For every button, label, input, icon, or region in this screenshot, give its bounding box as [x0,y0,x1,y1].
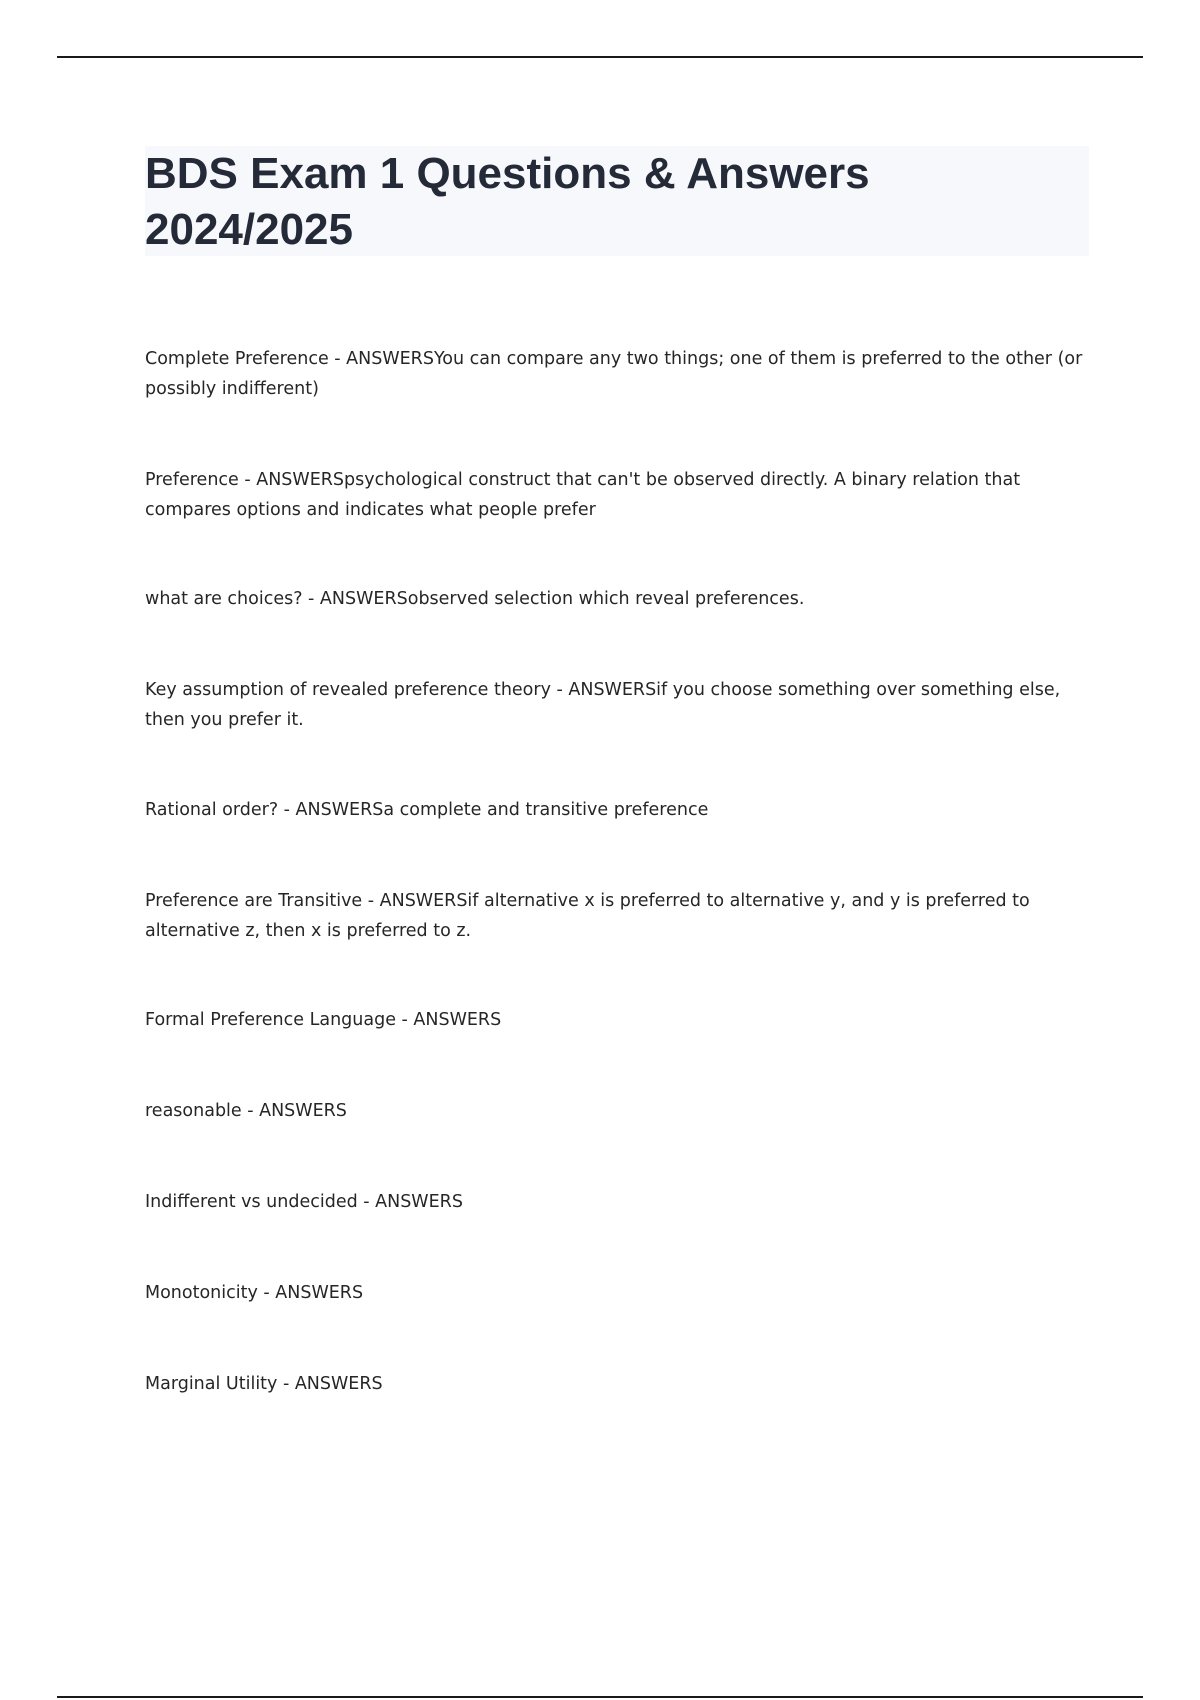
qa-item-complete-preference: Complete Preference - ANSWERSYou can compare any two things; one of them is preferred to the other (or possibly indifferent) [145,349,1083,399]
qa-item-reasonable: reasonable - ANSWERS [145,1101,347,1121]
qa-item-preference: Preference - ANSWERSpsychological construct that can't be observed directly. A binary relation that compares options and indicates what people prefer [145,470,1021,520]
qa-item-indifferent: Indifferent vs undecided - ANSWERS [145,1192,463,1212]
qa-item-monotonicity: Monotonicity - ANSWERS [145,1283,364,1303]
title-block [145,146,1089,256]
top-divider [57,56,1143,58]
bottom-divider [57,1696,1143,1698]
qa-item-formal-language: Formal Preference Language - ANSWERS [145,1010,502,1030]
qa-item-marginal-utility: Marginal Utility - ANSWERS [145,1374,383,1394]
qa-item-transitive: Preference are Transitive - ANSWERSif alternative x is preferred to alternative y, and y is preferred to alternative z, then x is preferred to z. [145,891,1030,941]
qa-item-rational-order: Rational order? - ANSWERSa complete and transitive preference [145,800,709,820]
qa-item-choices: what are choices? - ANSWERSobserved selection which reveal preferences. [145,589,805,609]
document-title: BDS Exam 1 Questions & Answers 2024/2025 [145,149,870,254]
qa-item-revealed-preference: Key assumption of revealed preference theory - ANSWERSif you choose something over something else, then you prefer it. [145,680,1061,730]
